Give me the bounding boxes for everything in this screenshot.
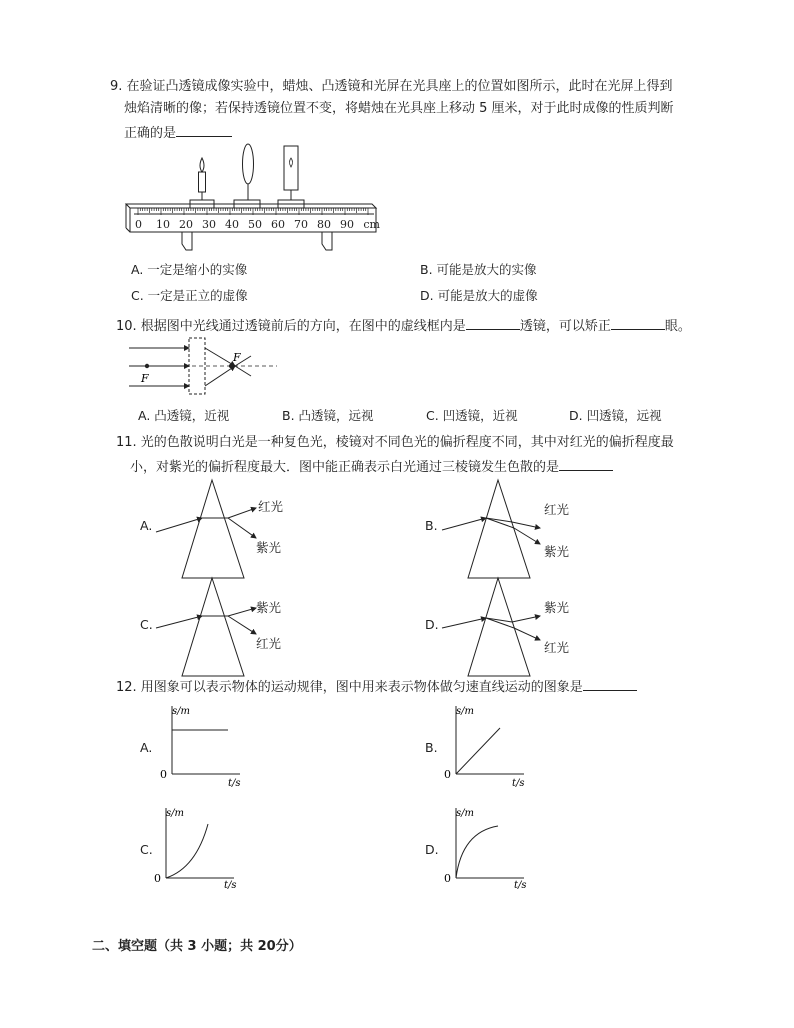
st-graph-a: [158, 702, 248, 792]
focus-label-left: F: [141, 372, 149, 385]
q11-a-violet-label: 紫光: [256, 540, 282, 555]
st-graph-b-origin: 0: [444, 768, 451, 781]
ruler-label: 40: [225, 218, 239, 231]
q12-text-label: 12. 用图象可以表示物体的运动规律，图中用来表示物体做匀速直线运动的图象是: [116, 680, 583, 695]
st-graph-c-y-label: s/m: [166, 808, 184, 819]
q11-text-line2-label: 小，对紫光的偏折程度最大．图中能正确表示白光通过三棱镜发生色散的是: [130, 460, 560, 475]
q10-option-a[interactable]: A. 凸透镜，近视: [138, 408, 230, 423]
q12-option-d[interactable]: D.: [425, 842, 439, 857]
q9-option-d[interactable]: D. 可能是放大的虚像: [420, 288, 538, 303]
st-graph-b-y-label: s/m: [456, 706, 474, 717]
q11-answer-blank[interactable]: [559, 456, 613, 471]
q12-answer-blank[interactable]: [583, 676, 637, 691]
st-graph-a-y-label: s/m: [172, 706, 190, 717]
bench-feet: [182, 232, 332, 250]
q9-option-c[interactable]: C. 一定是正立的虚像: [131, 288, 248, 303]
q10-text-part2: 透镜，可以矫正: [519, 319, 611, 334]
st-graph-d: [442, 802, 532, 892]
q12-option-b[interactable]: B.: [425, 740, 438, 755]
ruler-label: 0: [135, 218, 142, 231]
q10-answer-blank-2[interactable]: [611, 315, 665, 330]
lens-ray-figure: [127, 336, 277, 396]
q11-b-red-label: 红光: [544, 502, 570, 517]
q10-option-c[interactable]: C. 凹透镜，近视: [426, 408, 518, 423]
ruler-label: 90: [340, 218, 354, 231]
q12-option-c[interactable]: C.: [140, 842, 153, 857]
st-graph-c: [152, 802, 242, 892]
q10-answer-blank-1[interactable]: [466, 315, 520, 330]
q11-text-line2: [130, 456, 613, 477]
st-graph-c-x-label: t/s: [224, 880, 237, 891]
st-graph-d-x-label: t/s: [514, 880, 527, 891]
section-2-title: 二、填空题（共 3 小题；共 20分）: [92, 939, 302, 954]
q11-b-violet-label: 紫光: [544, 544, 570, 559]
q11-a-red-label: 红光: [258, 499, 284, 514]
st-graph-c-origin: 0: [154, 872, 161, 885]
focus-label-right: F: [233, 351, 241, 364]
q10-text-part3: 眼。: [664, 319, 691, 334]
q9-option-a[interactable]: A. 一定是缩小的实像: [131, 262, 248, 277]
q9-text-line2: 烛焰清晰的像；若保持透镜位置不变，将蜡烛在光具座上移动 5 厘米，对于此时成像的性质判断: [124, 101, 674, 116]
ruler-labels: [135, 218, 381, 231]
ruler-label: 70: [294, 218, 308, 231]
prism-figure-c: [154, 576, 304, 678]
q11-option-c[interactable]: C.: [140, 617, 153, 632]
q9-text-line3: [124, 122, 232, 143]
q10-option-b[interactable]: B. 凸透镜，远视: [282, 408, 374, 423]
prism-figure-b: [440, 478, 590, 580]
q9-answer-blank[interactable]: [176, 122, 232, 137]
ruler-label: 80: [317, 218, 331, 231]
st-graph-d-origin: 0: [444, 872, 451, 885]
prism-figure-d: [440, 576, 590, 678]
q11-option-a[interactable]: A.: [140, 518, 153, 533]
q9-text-line3-label: 正确的是: [124, 126, 177, 141]
q9-option-b[interactable]: B. 可能是放大的实像: [420, 262, 537, 277]
convex-lens: [243, 144, 254, 200]
st-graph-b-x-label: t/s: [512, 778, 525, 789]
st-graph-a-origin: 0: [160, 768, 167, 781]
optical-bench-figure: [122, 142, 382, 254]
q11-option-d[interactable]: D.: [425, 617, 439, 632]
light-screen: [284, 146, 298, 200]
ruler-label: 50: [248, 218, 262, 231]
ruler-label: cm: [363, 218, 380, 231]
q10-text-part1: 10. 根据图中光线通过透镜前后的方向，在图中的虚线框内是: [116, 319, 466, 334]
q12-text: [116, 676, 637, 697]
q11-option-b[interactable]: B.: [425, 518, 438, 533]
st-graph-d-y-label: s/m: [456, 808, 474, 819]
q11-d-red-label: 红光: [544, 640, 570, 655]
q11-c-red-label: 红光: [256, 636, 282, 651]
q10-text: [116, 315, 691, 336]
candle: [199, 158, 206, 200]
q11-c-violet-label: 紫光: [256, 600, 282, 615]
q12-option-a[interactable]: A.: [140, 740, 153, 755]
ruler-label: 30: [202, 218, 216, 231]
ruler-label: 10: [156, 218, 170, 231]
q11-d-violet-label: 紫光: [544, 600, 570, 615]
q10-option-d[interactable]: D. 凹透镜，远视: [569, 408, 662, 423]
q9-text-line1: 9. 在验证凸透镜成像实验中，蜡烛、凸透镜和光屏在光具座上的位置如图所示，此时在光屏上得到: [110, 79, 673, 94]
prism-figure-a: [154, 478, 304, 580]
ruler-label: 60: [271, 218, 285, 231]
st-graph-a-x-label: t/s: [228, 778, 241, 789]
q11-text-line1: 11. 光的色散说明白光是一种复色光，棱镜对不同色光的偏折程度不同，其中对红光的偏折程度最: [116, 435, 674, 450]
st-graph-b: [442, 702, 532, 792]
ruler-label: 20: [179, 218, 193, 231]
